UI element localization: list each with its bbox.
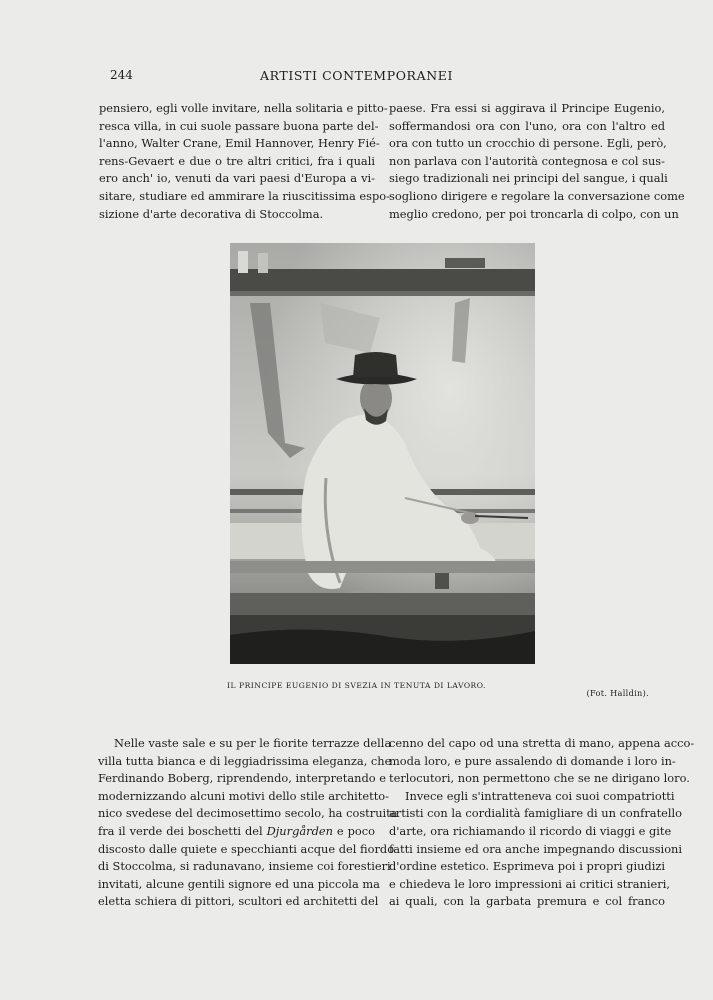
text-line: moda loro, e pure assalendo di domande i loro in- — [389, 753, 676, 768]
text-line: non parlava con l'autorità contegnosa e col sus- — [389, 153, 665, 168]
text-line: e chiedeva le loro impressioni ai critici stranieri, — [389, 876, 670, 891]
text-line: paese. Fra essi si aggirava il Principe Eugenio, — [389, 101, 665, 115]
text-line: villa tutta bianca e di leggiadrissima eleganza, che — [98, 753, 392, 768]
text-line: Ferdinando Boberg, riprendendo, interpretando e — [98, 771, 386, 786]
text-line: ai quali, con la garbata premura e col franco — [389, 894, 665, 909]
photograph-image — [230, 243, 535, 664]
running-title: ARTISTI CONTEMPORANEI — [259, 68, 453, 83]
text-line: ora con tutto un crocchio di persone. Egli, però, — [389, 136, 667, 151]
text-line: rens-Gevaert e due o tre altri critici, fra i quali — [99, 153, 375, 168]
photo-credit: (Fot. Halldin). — [586, 688, 649, 698]
text-column-bottom-left — [98, 735, 398, 911]
text-line: d'arte, ora richiamando il ricordo di viaggi e gite — [389, 823, 672, 838]
italic-place-name: Djurgården — [266, 823, 333, 838]
text-line: cenno del capo od una stretta di mano, appena acco- — [389, 736, 695, 750]
text-line: meglio credono, per poi troncarla di colpo, con un — [389, 206, 679, 221]
text-column-top-left — [99, 100, 391, 223]
text-line: soffermandosi ora con l'uno, ora con l'altro ed — [389, 118, 665, 133]
text-line: pensiero, egli volle invitare, nella solitaria e pitto- — [99, 101, 388, 115]
text-line: l'anno, Walter Crane, Emil Hannover, Henry Fié- — [99, 136, 380, 151]
text-line: sogliono dirigere e regolare la conversazione come — [389, 188, 685, 203]
figure-caption: IL PRINCIPE EUGENIO DI SVEZIA IN TENUTA DI LAVORO. — [227, 681, 486, 690]
text-line: ero anch' io, venuti da vari paesi d'Europa a vi- — [99, 171, 375, 186]
text-line: modernizzando alcuni motivi dello stile architetto- — [98, 788, 389, 803]
text-line: sitare, studiare ed ammirare la riuscitissima espo- — [99, 188, 391, 203]
text-line: eletta schiera di pittori, scultori ed architetti del — [98, 894, 379, 909]
text-line: artisti con la cordialità famigliare di un confratello — [389, 806, 683, 821]
text-line: terlocutori, non permettono che se ne dirigano loro. — [389, 771, 690, 786]
text-line: discosto dalle quiete e specchianti acque del fiordo — [98, 841, 395, 856]
text-line: d'ordine estetico. Esprimeva poi i propri giudizi — [389, 859, 665, 874]
text-segment: fra il verde dei boschetti del — [98, 823, 263, 838]
page-header — [0, 68, 713, 88]
photograph-prince-eugen — [230, 243, 535, 664]
text-column-bottom-right — [389, 735, 695, 911]
text-line: Nelle vaste sale e su per le fiorite terrazze della — [114, 736, 392, 750]
text-line: resca villa, in cui suole passare buona parte del- — [99, 118, 379, 133]
page-number: 244 — [110, 68, 133, 82]
text-line: nico svedese del decimosettimo secolo, ha costruita — [98, 806, 398, 821]
text-column-top-right — [389, 100, 685, 223]
text-line-with-italic — [98, 823, 375, 841]
text-line: invitati, alcune gentili signore ed una piccola ma — [98, 876, 380, 891]
text-line: fatti insieme ed ora anche impegnando discussioni — [389, 841, 683, 856]
text-line: siego tradizionali nei principi del sangue, i quali — [389, 171, 668, 186]
text-line: sizione d'arte decorativa di Stoccolma. — [99, 206, 324, 221]
text-segment: e poco — [332, 823, 375, 838]
text-line: Invece egli s'intratteneva coi suoi compatriotti — [405, 788, 675, 803]
text-line: di Stoccolma, si radunavano, insieme coi forestieri — [98, 859, 391, 874]
